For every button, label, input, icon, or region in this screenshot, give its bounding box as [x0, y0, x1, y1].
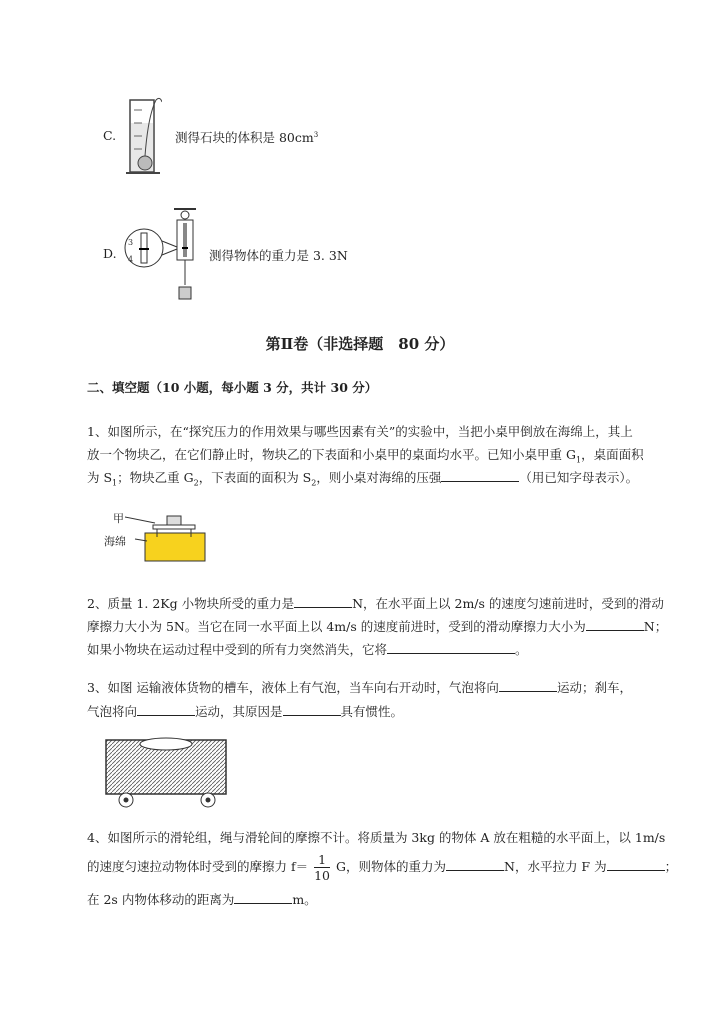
part-two-title: 第Ⅱ卷（非选择题 80 分）: [265, 335, 455, 353]
option-c-text: 测得石块的体积是 $80cm^3$: [175, 130, 319, 145]
spring-scale-figure: [122, 205, 202, 305]
q2-blank-1[interactable]: [294, 595, 352, 608]
option-d-text: 测得物体的重力是 3. 3N: [209, 248, 348, 263]
q2-line3: 如果小物块在运动过程中受到的所有力突然消失，它将 。: [87, 642, 528, 657]
sponge-label: 海绵: [104, 535, 126, 548]
section-heading: 二、填空题（10 小题，每小题 3 分，共计 30 分）: [87, 380, 378, 395]
q1-line3: 为 $S_1$；物块乙重 $G_2$，下表面的面积为 $S_2$，则小桌对海绵的压强 （用已知字母表示）。: [87, 470, 639, 488]
svg-text:3: 3: [128, 238, 134, 247]
q4-blank-1[interactable]: [446, 858, 504, 871]
q4-line3: 在 2s 内物体移动的距离为 m。: [87, 892, 317, 907]
option-c-label: C.: [103, 128, 117, 143]
q3-blank-3[interactable]: [283, 703, 341, 716]
fraction-one-tenth: $\frac{1}{10}$: [314, 852, 331, 883]
q3-line2: 气泡将向 运动，其原因是 具有惯性。: [87, 704, 404, 719]
q4-blank-2[interactable]: [607, 858, 665, 871]
q3-blank-1[interactable]: [499, 679, 557, 692]
q2-blank-3[interactable]: [387, 641, 515, 654]
q2-blank-2[interactable]: [586, 618, 644, 631]
table-label: 甲: [113, 512, 124, 525]
option-d-label: D.: [103, 246, 117, 261]
q2-line1: 2、质量 1. 2Kg 小物块所受的重力是 N，在水平面上以 2m/s 的速度匀速前进时，受到的滑动: [87, 596, 664, 611]
tank-truck-figure: [104, 736, 228, 810]
svg-text:4: 4: [128, 255, 134, 264]
q1-line2: 放一个物块乙，在它们静止时，物块乙的下表面和小桌甲的桌面均水平。已知小桌甲重 $G_1$，桌面面积: [87, 447, 644, 465]
q2-line2: 摩擦力大小为 5N。当它在同一水平面上以 4m/s 的速度前进时，受到的滑动摩擦力大小为 N；: [87, 619, 668, 634]
q4-line2: 的速度匀速拉动物体时受到的摩擦力 f＝ $\frac{1}{10}$ G，则物体的重力为 N，水平拉力 F 为 ；: [87, 852, 678, 883]
q4-line1: 4、如图所示的滑轮组，绳与滑轮间的摩擦不计。将质量为 3kg 的物体 A 放在粗糙的水平面上，以 1m/s: [87, 830, 666, 845]
q1-answer-blank[interactable]: [441, 469, 519, 482]
q1-line1: 1、如图所示，在“探究压力的作用效果与哪些因素有关”的实验中，当把小桌甲倒放在海绵上，其上: [87, 424, 633, 439]
q3-line1: 3、如图 运输液体货物的槽车，液体上有气泡，当车向右开动时，气泡将向 运动；刹车，: [87, 680, 632, 695]
q3-blank-2[interactable]: [137, 703, 195, 716]
graduated-cylinder-figure: [126, 96, 162, 176]
q4-blank-3[interactable]: [234, 891, 292, 904]
